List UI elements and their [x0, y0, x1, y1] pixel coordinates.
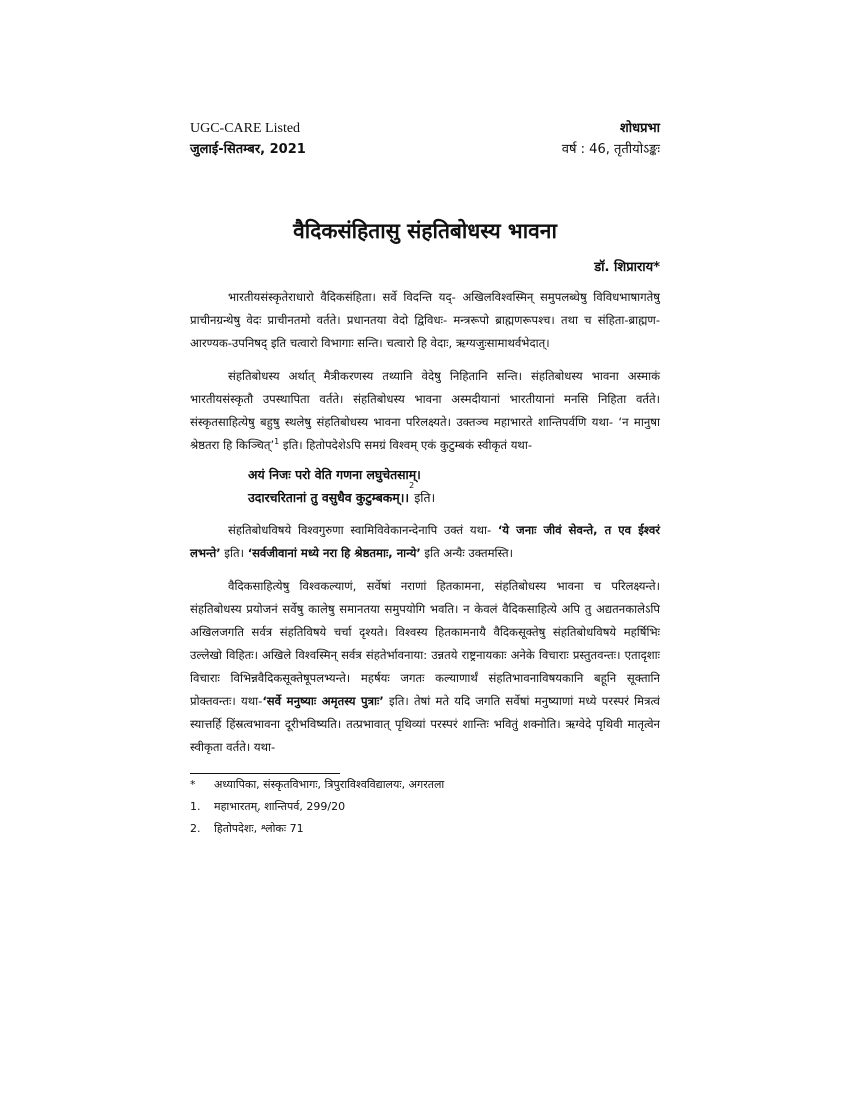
- verse-line-2-row: [248, 481, 660, 509]
- paragraph-3-end: इति अन्यैः उक्तमस्ति।: [420, 546, 514, 560]
- footnote-text: अध्यापिका, संस्कृतविभागः, त्रिपुराविश्वविद्यालयः, अगरतला: [214, 778, 445, 791]
- footnote-mark: 2.: [190, 822, 201, 835]
- paragraph-4-tail: इति। तेषां मते यदि जगति सर्वेषां मनुष्याणां मध्ये परस्परं मित्रत्वं स्यात्तर्हि हिंस्रत्वभावना दूरीभविष्यति। तत्प्रभावात् पृथिव्यां परस्परं शान्तिः भवितुं शक्नोति। ऋग्वेदे पृथिवी मातृत्वेन स्वीकृता वर्तते। यथा-: [190, 694, 661, 754]
- issue-period: जुलाई-सितम्बर, 2021: [190, 142, 306, 157]
- journal-name: शोधप्रभा: [619, 121, 660, 136]
- volume-issue: वर्ष : 46, तृतीयोऽङ्कः: [561, 142, 660, 157]
- quote-sarvajivanam: ‘सर्वजीवानां मध्ये नरा हि श्रेष्ठतमाः, नान्ये’: [247, 546, 421, 560]
- footnote-1: [190, 796, 660, 818]
- verse-line-2: उदारचरितानां तु वसुधैव कुटुम्बकम्।।: [248, 490, 410, 505]
- paragraph-2-text: संहतिबोधस्य अर्थात् मैत्रीकरणस्य तथ्यानि वेदेषु निहितानि सन्ति। संहतिबोधस्य भावना अस्माकं भारतीयसंस्कृतौ उपस्थापिता वर्तते। संहतिबोधस्य भावना अस्मदीयानां भारतीयानां मनसि निहिता वर्तते। संस्कृतसाहित्येषु बहुषु स्थलेषु संहतिबोधस्य भावना परिलक्ष्यते। उक्तञ्च महाभारते शान्तिपर्वणि यथा- ‘न मानुषा श्रेष्ठतरा हि किञ्चित्’: [190, 369, 660, 452]
- paragraph-4-text: वैदिकसाहित्येषु विश्वकल्याणं, सर्वेषां नराणां हितकामना, संहतिबोधस्य भावना च परिलक्ष्यन्ते। संहतिबोधस्य प्रयोजनं सर्वेषु कालेषु समानतया समुपयोगि भवति। न केवलं वैदिकसाहित्ये अपि तु अद्यतनकालेऽपि अखिलजगति सर्वत्र संहतिविषये चर्चा दृश्यते। विश्वस्य हितकामनायै वैदिकसूक्तेषु संहतिबोधविषये महर्षिभिः उल्लेखो विहितः। अखिले विश्वस्मिन् सर्वत्र संहतेर्भावनाया: उन्नतये राष्ट्रनायकाः अनेके विचाराः प्रस्तुतवन्तः। एतादृशाः विचाराः विभिन्नवैदिकसूक्तेषूपलभ्यन्ते। महर्षयः जगतः कल्याणार्थं संहतिभावनाविषयकानि बहूनि सूक्तानि प्रोक्तवन्तः। यथा-: [190, 579, 660, 708]
- footnote-ref-1: 1: [274, 437, 280, 447]
- paragraph-2-tail: इति। हितोपदेशेऽपि समग्रं विश्वम् एकं कुटुम्बकं स्वीकृतं यथा-: [279, 438, 533, 452]
- footnote-text: हितोपदेशः, श्लोकः 71: [214, 822, 304, 835]
- paragraph-3: [190, 519, 660, 565]
- verse-tail: इति।: [414, 490, 436, 505]
- journal-listing: UGC-CARE Listed: [190, 121, 301, 136]
- footnote-text: महाभारतम्, शान्तिपर्व, 299/20: [214, 800, 346, 813]
- footnote-author: [190, 774, 660, 796]
- header-row-2: [190, 139, 660, 160]
- paragraph-1: भारतीयसंस्कृतेराधारो वैदिकसंहिता। सर्वे विदन्ति यद्- अखिलविश्वस्मिन् समुपलब्धेषु विविधभाषागतेषु प्राचीनग्रन्थेषु वेदः प्राचीनतमो वर्तते। प्रधानतया वेदो द्विविधः- मन्त्ररूपो ब्राह्मणरूपश्च। तथा च संहिता-ब्राह्मण-आरण्यक-उपनिषद् इति चत्वारो विभागाः सन्ति। चत्वारो हि वेदाः, ऋग्यजुःसामाथर्वभेदात्।: [190, 290, 660, 350]
- paragraph-4: [190, 575, 660, 759]
- footnote-mark: *: [190, 778, 196, 791]
- article-title: वैदिकसंहितासु संहतिबोधस्य भावना: [293, 219, 557, 243]
- author-name: डॉ. शिप्राराय*: [594, 260, 660, 275]
- verse-block: [248, 463, 660, 509]
- quote-amritasya: ‘सर्वे मनुष्याः अमृतस्य पुत्राः’: [262, 694, 384, 708]
- verse-line-1: अयं निजः परो वेति गणना लघुचेतसाम्।: [248, 467, 421, 482]
- footnote-2: [190, 818, 660, 840]
- paragraph-2: [190, 365, 660, 457]
- footnote-mark: 1.: [190, 800, 201, 813]
- paragraph-3-mid: इति।: [220, 546, 248, 560]
- quote-vivekananda: ‘ये जनाः जीवं सेवन्ते, त एव ईश्वरं लभन्ते’: [190, 523, 661, 560]
- header-row-1: [190, 118, 660, 139]
- paragraph-3-intro: संहतिबोधविषये विश्वगुरुणा स्वामिविवेकानन्देनापि उक्तं यथा-: [228, 523, 498, 537]
- document-page: [190, 118, 660, 840]
- footnote-ref-2: 2: [409, 481, 415, 490]
